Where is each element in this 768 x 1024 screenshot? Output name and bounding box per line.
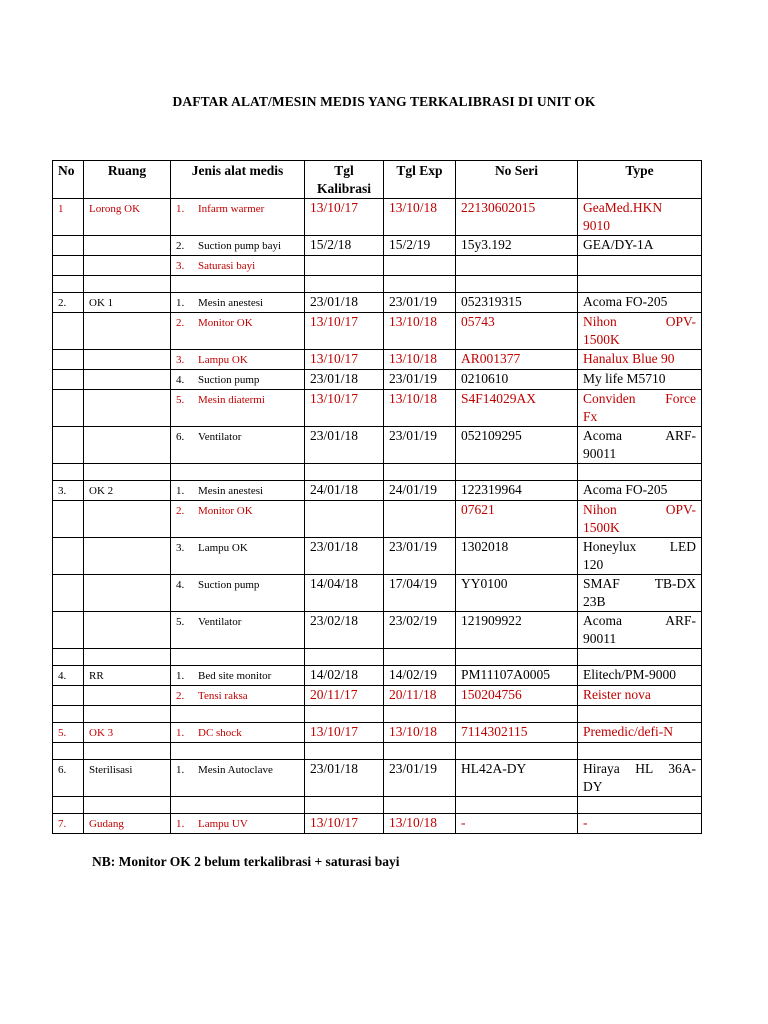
row-no-seri: 15y3.192 xyxy=(456,236,578,256)
row-ruang: Gudang xyxy=(84,814,171,834)
row-ruang: OK 3 xyxy=(84,723,171,743)
table-row xyxy=(53,236,702,256)
table-row: 5. OK 3 1. DC shock 13/10/17 13/10/18 7114302115 Premedic/defi-N xyxy=(53,723,702,743)
row-jenis: 2. Monitor OK xyxy=(171,313,305,350)
row-jenis: 1. Mesin Autoclave xyxy=(171,760,305,797)
header-no-seri: No Seri xyxy=(456,161,578,199)
row-no: 1 xyxy=(53,199,84,236)
row-tgl-exp: 13/10/18 xyxy=(384,199,456,236)
row-ruang: OK 2 xyxy=(84,481,171,501)
row-no: 4. xyxy=(53,666,84,686)
row-jenis: 3. Lampu OK xyxy=(171,350,305,370)
table-row: 6. Ventilator 23/01/18 23/01/19 052109295 Acoma ARF- 90011 xyxy=(53,427,702,464)
header-type: Type xyxy=(578,161,702,199)
table-row: 4. Suction pump 14/04/18 17/04/19 YY0100 SMAF TB-DX 23B xyxy=(53,575,702,612)
spacer-row xyxy=(53,797,702,814)
spacer-row xyxy=(53,464,702,481)
row-tgl-exp: 15/2/19 xyxy=(384,236,456,256)
table-row: 3. Lampu OK 13/10/17 13/10/18 AR001377 Hanalux Blue 90 xyxy=(53,350,702,370)
table-row xyxy=(53,256,702,276)
row-jenis: 1. Mesin anestesi xyxy=(171,481,305,501)
table-row: 2. Monitor OK 13/10/17 13/10/18 05743 Nihon OPV- 1500K xyxy=(53,313,702,350)
table-row: 2. Monitor OK 07621 Nihon OPV- 1500K xyxy=(53,501,702,538)
row-ruang: RR xyxy=(84,666,171,686)
table-row xyxy=(53,199,702,236)
row-jenis: 5. Ventilator xyxy=(171,612,305,649)
table-row: 4. Suction pump 23/01/18 23/01/19 0210610 My life M5710 xyxy=(53,370,702,390)
calibration-table xyxy=(52,160,702,834)
row-jenis: 1. Mesin anestesi xyxy=(171,293,305,313)
row-type: GEA/DY-1A xyxy=(578,236,702,256)
spacer-row xyxy=(53,706,702,723)
row-type: GeaMed.HKN 9010 xyxy=(578,199,702,236)
row-tgl-kalibrasi: 13/10/17 xyxy=(305,199,384,236)
row-jenis: 3. Lampu OK xyxy=(171,538,305,575)
spacer-row xyxy=(53,649,702,666)
row-ruang: OK 1 xyxy=(84,293,171,313)
header-jenis: Jenis alat medis xyxy=(171,161,305,199)
row-no: 3. xyxy=(53,481,84,501)
row-no: 2. xyxy=(53,293,84,313)
table-row: 3. OK 2 1. Mesin anestesi 24/01/18 24/01/19 122319964 Acoma FO-205 xyxy=(53,481,702,501)
spacer-row xyxy=(53,276,702,293)
row-jenis: 2. Suction pump bayi xyxy=(171,236,305,256)
table-row: 2. OK 1 1. Mesin anestesi 23/01/18 23/01/19 052319315 Acoma FO-205 xyxy=(53,293,702,313)
row-jenis: 4. Suction pump xyxy=(171,370,305,390)
row-ruang: Lorong OK xyxy=(84,199,171,236)
table-row: 4. RR 1. Bed site monitor 14/02/18 14/02/19 PM11107A0005 Elitech/PM-9000 xyxy=(53,666,702,686)
header-tgl-kalibrasi: Tgl Kalibrasi xyxy=(305,161,384,199)
footnote: NB: Monitor OK 2 belum terkalibrasi + saturasi bayi xyxy=(92,854,400,869)
row-no: 5. xyxy=(53,723,84,743)
table-row: 3. Lampu OK 23/01/18 23/01/19 1302018 Honeylux LED 120 xyxy=(53,538,702,575)
row-no-seri: 22130602015 xyxy=(456,199,578,236)
row-no: 6. xyxy=(53,760,84,797)
table-row: 7. Gudang 1. Lampu UV 13/10/17 13/10/18 - - xyxy=(53,814,702,834)
spacer-row xyxy=(53,743,702,760)
row-jenis: 5. Mesin diatermi xyxy=(171,390,305,427)
table-header-row xyxy=(53,161,702,199)
header-no: No xyxy=(53,161,84,199)
table-row: 5. Ventilator 23/02/18 23/02/19 121909922 Acoma ARF- 90011 xyxy=(53,612,702,649)
row-jenis: 1. Infarm warmer xyxy=(171,199,305,236)
row-no: 7. xyxy=(53,814,84,834)
row-jenis: 2. Tensi raksa xyxy=(171,686,305,706)
row-jenis: 2. Monitor OK xyxy=(171,501,305,538)
row-jenis: 6. Ventilator xyxy=(171,427,305,464)
row-jenis: 1. Lampu UV xyxy=(171,814,305,834)
row-jenis: 3. Saturasi bayi xyxy=(171,256,305,276)
table-row: 6. Sterilisasi 1. Mesin Autoclave 23/01/18 23/01/19 HL42A-DY Hiraya HL 36A- DY xyxy=(53,760,702,797)
header-ruang: Ruang xyxy=(84,161,171,199)
document-title: DAFTAR ALAT/MESIN MEDIS YANG TERKALIBRASI DI UNIT OK xyxy=(172,94,596,109)
row-jenis: 4. Suction pump xyxy=(171,575,305,612)
row-jenis: 1. Bed site monitor xyxy=(171,666,305,686)
header-tgl-exp: Tgl Exp xyxy=(384,161,456,199)
table-row: 2. Tensi raksa 20/11/17 20/11/18 150204756 Reister nova xyxy=(53,686,702,706)
row-jenis: 1. DC shock xyxy=(171,723,305,743)
row-tgl-kalibrasi: 15/2/18 xyxy=(305,236,384,256)
table-row: 5. Mesin diatermi 13/10/17 13/10/18 S4F14029AX Conviden Force Fx xyxy=(53,390,702,427)
row-ruang: Sterilisasi xyxy=(84,760,171,797)
